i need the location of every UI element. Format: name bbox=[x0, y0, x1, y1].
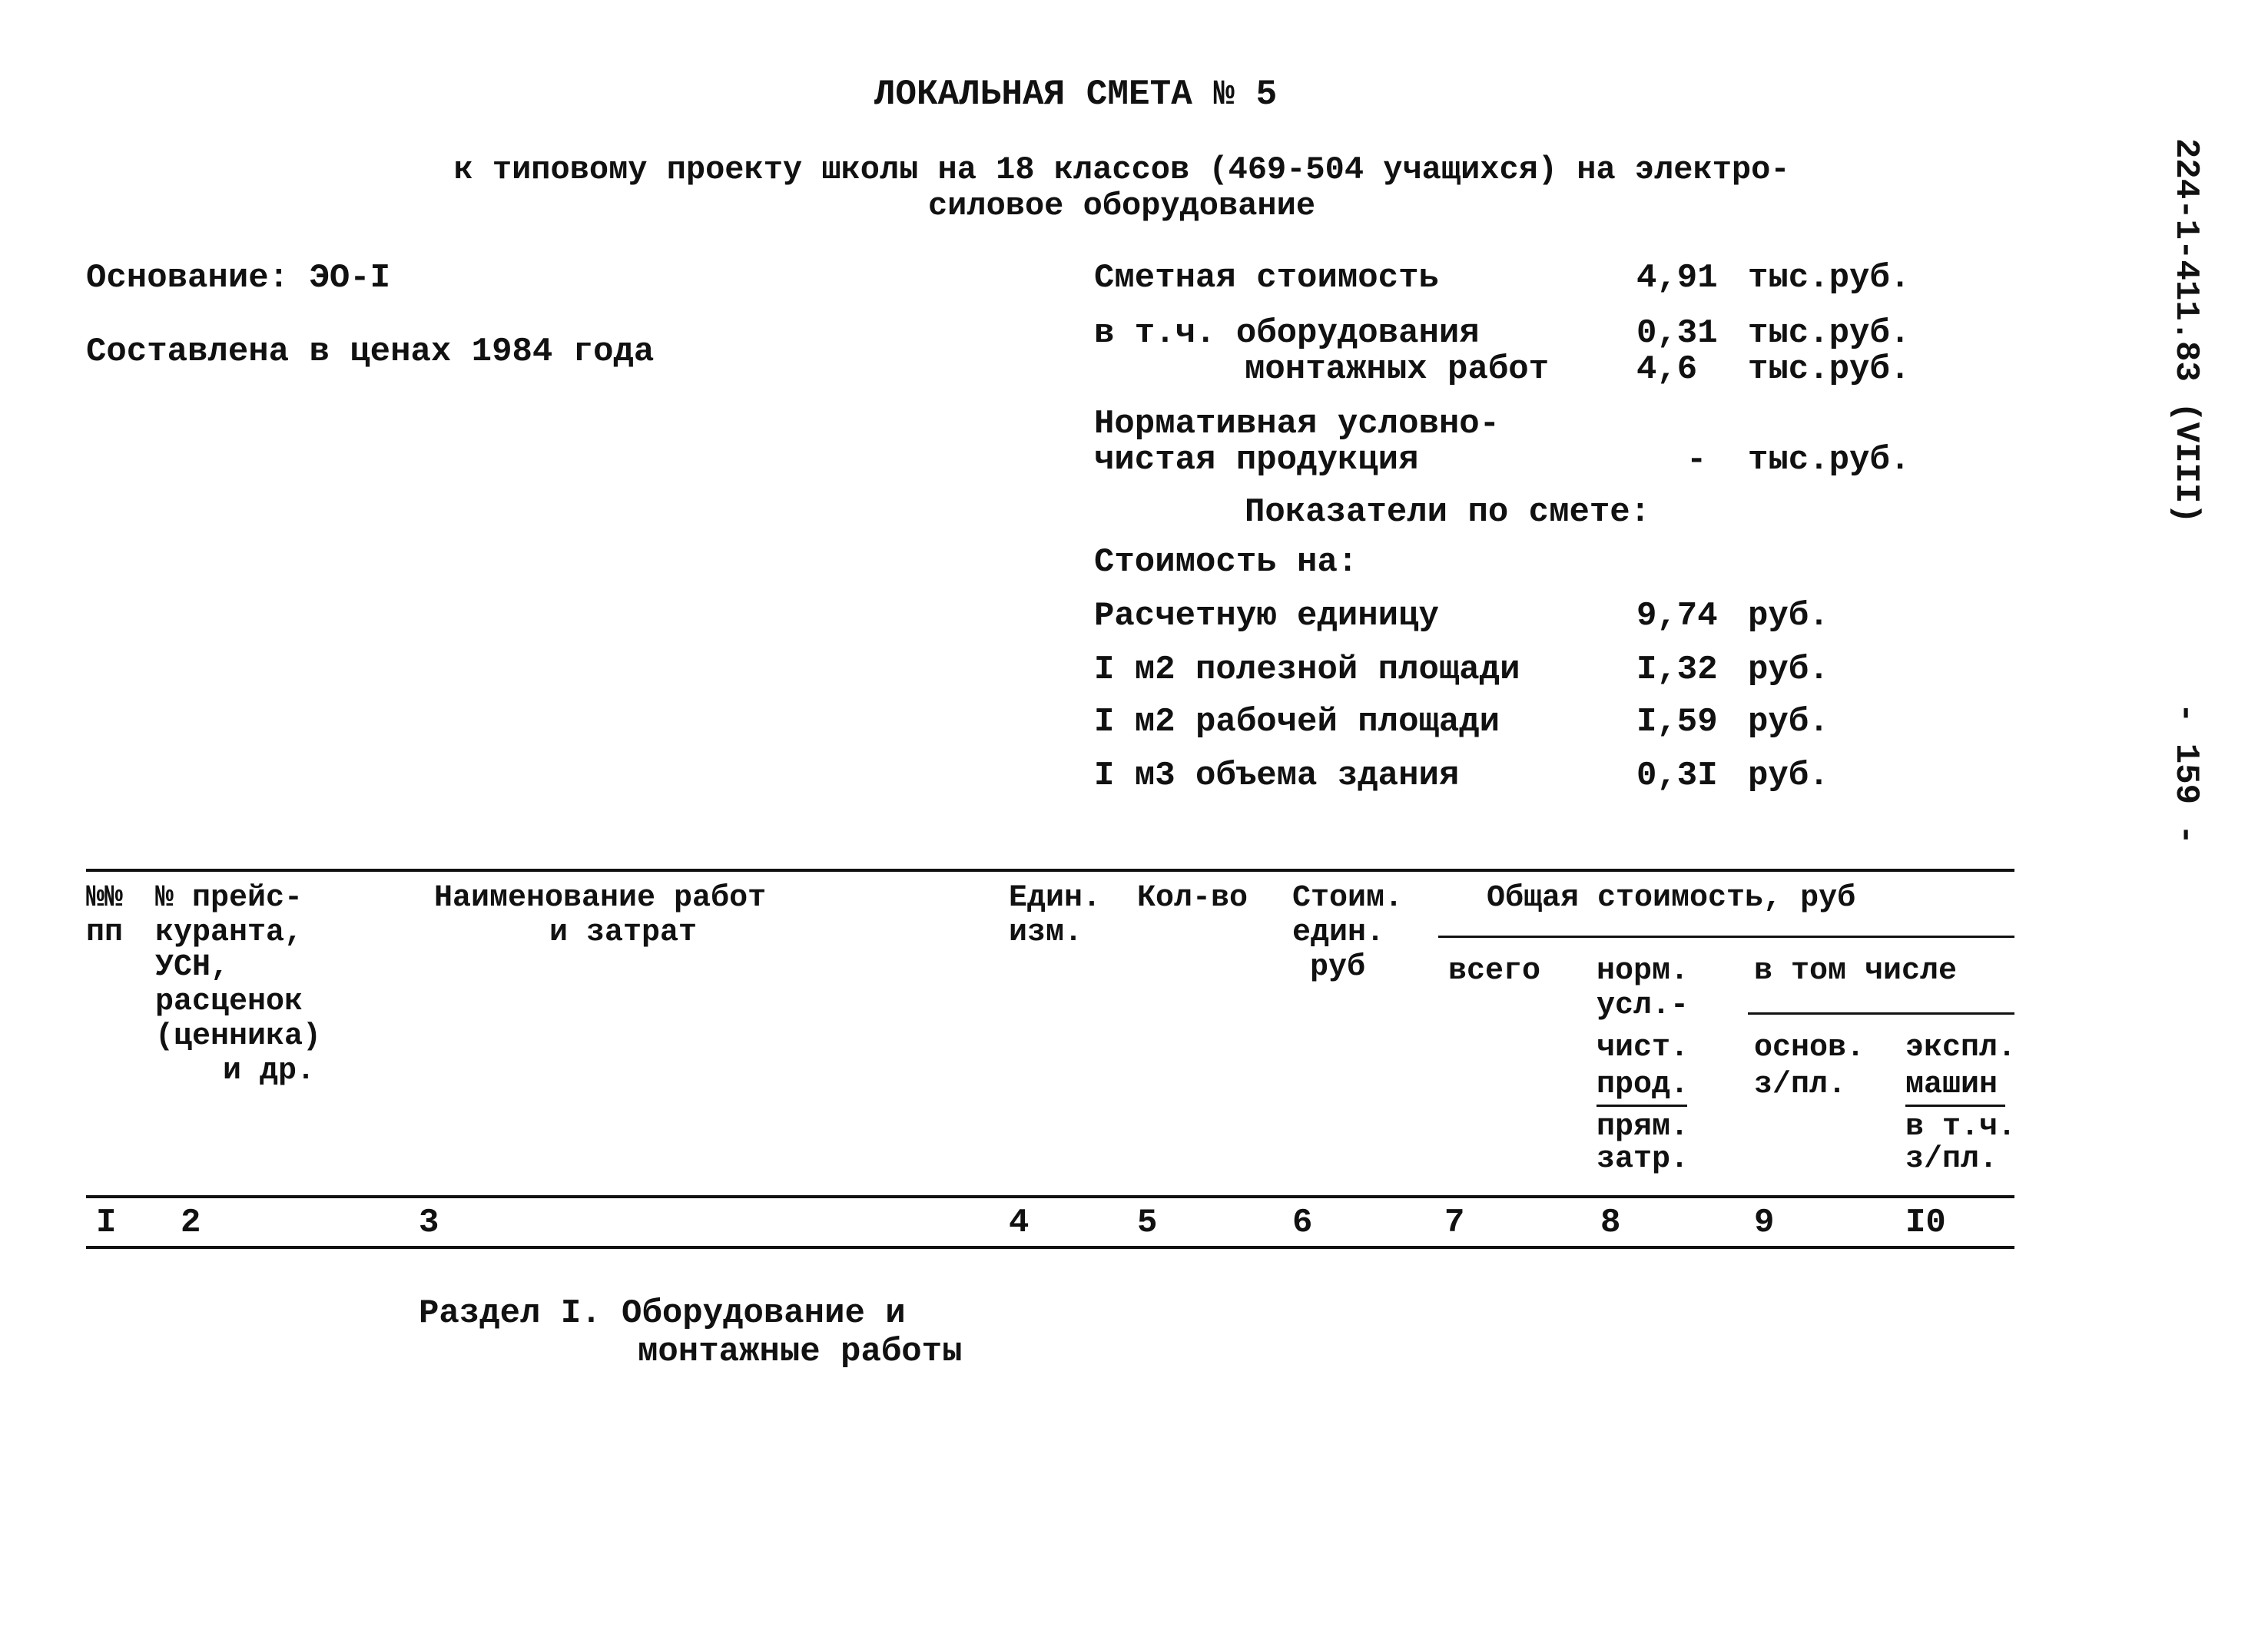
indicator-unit: руб. bbox=[1748, 757, 1829, 795]
indicator-value: 0,3I bbox=[1636, 757, 1718, 795]
col-price-ref-line: и др. bbox=[223, 1054, 316, 1088]
col-normative-line: прод. bbox=[1597, 1068, 1689, 1102]
total-cost-rule bbox=[1438, 936, 2014, 938]
col-normative-line: чист. bbox=[1597, 1031, 1689, 1065]
col-unit-line-1: Един. bbox=[1009, 881, 1102, 916]
total-cost-heading: Общая стоимость, руб bbox=[1487, 881, 1856, 916]
installation-cost-label: монтажных работ bbox=[1245, 350, 1550, 389]
col-machines-line-1: экспл. bbox=[1905, 1031, 2017, 1065]
indicator-unit: руб. bbox=[1748, 597, 1829, 635]
col8-fraction-rule bbox=[1597, 1105, 1687, 1107]
basis-label: Основание: ЭО-I bbox=[86, 259, 391, 297]
column-number: 2 bbox=[181, 1204, 201, 1242]
estimate-cost-label: Сметная стоимость bbox=[1094, 259, 1439, 297]
number-row-rule bbox=[86, 1246, 2014, 1249]
col-direct-cost-line: прям. bbox=[1597, 1110, 1689, 1144]
page-number: - 159 - bbox=[2167, 703, 2205, 845]
col-machines-wage-line-1: в т.ч. bbox=[1905, 1110, 2017, 1144]
col-normative-line: усл.- bbox=[1597, 989, 1689, 1023]
col-quantity: Кол-во bbox=[1137, 881, 1248, 916]
col-machines-line-2: машин bbox=[1905, 1068, 1998, 1102]
equipment-cost-label: в т.ч. оборудования bbox=[1094, 314, 1480, 353]
including-rule bbox=[1748, 1012, 2014, 1015]
document-code: 224-1-411.83 (VIII) bbox=[2167, 138, 2205, 524]
col-name-line-2: и затрат bbox=[549, 916, 698, 950]
col-base-wage-line-2: з/пл. bbox=[1754, 1068, 1847, 1102]
col-base-wage-line-1: основ. bbox=[1754, 1031, 1865, 1065]
subtitle-line-1: к типовому проекту школы на 18 классов (469-504 учащихся) на электро- bbox=[453, 151, 1790, 188]
equipment-cost-value: 0,31 bbox=[1636, 314, 1718, 353]
col-name-line-1: Наименование работ bbox=[434, 881, 767, 916]
column-number: I bbox=[96, 1204, 117, 1242]
column-number: 8 bbox=[1600, 1204, 1621, 1242]
estimate-cost-unit: тыс.руб. bbox=[1748, 259, 1911, 297]
page-title: ЛОКАЛЬНАЯ СМЕТА № 5 bbox=[874, 75, 1278, 114]
indicator-label: I м2 рабочей площади bbox=[1094, 703, 1500, 741]
indicator-unit: руб. bbox=[1748, 651, 1829, 689]
col-price-ref-line: расценок bbox=[155, 985, 303, 1019]
indicator-value: I,32 bbox=[1636, 651, 1718, 689]
installation-cost-value: 4,6 bbox=[1636, 350, 1698, 389]
cost-of-label: Стоимость на: bbox=[1094, 543, 1358, 581]
col-unit-cost-line-2: един. bbox=[1292, 916, 1385, 950]
col-number-line-2: пп bbox=[86, 916, 124, 950]
normative-label-line-1: Нормативная условно- bbox=[1094, 405, 1500, 443]
header-bottom-rule bbox=[86, 1195, 2014, 1198]
normative-unit: тыс.руб. bbox=[1748, 441, 1911, 479]
col-unit-cost-line-3: руб bbox=[1310, 950, 1366, 985]
indicator-label: I м2 полезной площади bbox=[1094, 651, 1520, 689]
indicator-label: Расчетную единицу bbox=[1094, 597, 1439, 635]
col-direct-cost-line: затр. bbox=[1597, 1142, 1689, 1177]
including-heading: в том числе bbox=[1754, 954, 1958, 989]
col-unit-line-2: изм. bbox=[1009, 916, 1083, 950]
column-number: 6 bbox=[1292, 1204, 1313, 1242]
col-price-ref-line: № прейс- bbox=[155, 881, 303, 916]
col-unit-cost-line-1: Стоим. bbox=[1292, 881, 1404, 916]
indicator-value: 9,74 bbox=[1636, 597, 1718, 635]
col-price-ref-line: куранта, bbox=[155, 916, 303, 950]
section-title-line-1: Раздел I. Оборудование и bbox=[419, 1294, 906, 1333]
column-number: 5 bbox=[1137, 1204, 1158, 1242]
section-title-line-2: монтажные работы bbox=[638, 1333, 963, 1371]
normative-label-line-2: чистая продукция bbox=[1094, 441, 1419, 479]
subtitle-line-2: силовое оборудование bbox=[927, 187, 1316, 224]
estimate-cost-value: 4,91 bbox=[1636, 259, 1718, 297]
indicator-value: I,59 bbox=[1636, 703, 1718, 741]
column-number: 9 bbox=[1754, 1204, 1775, 1242]
column-number: 4 bbox=[1009, 1204, 1030, 1242]
indicator-unit: руб. bbox=[1748, 703, 1829, 741]
prices-label: Составлена в ценах 1984 года bbox=[86, 333, 655, 371]
col-price-ref-line: (ценника) bbox=[155, 1019, 322, 1054]
col-normative-line: норм. bbox=[1597, 954, 1689, 989]
col-machines-wage-line-2: з/пл. bbox=[1905, 1142, 1998, 1177]
indicators-heading: Показатели по смете: bbox=[1245, 493, 1651, 532]
indicator-label: I м3 объема здания bbox=[1094, 757, 1460, 795]
table-top-rule bbox=[86, 869, 2014, 872]
col-total: всего bbox=[1448, 954, 1541, 989]
column-number: 7 bbox=[1444, 1204, 1465, 1242]
installation-cost-unit: тыс.руб. bbox=[1748, 350, 1911, 389]
col10-fraction-rule bbox=[1905, 1105, 2005, 1107]
col-price-ref-line: УСН, bbox=[155, 950, 230, 985]
equipment-cost-unit: тыс.руб. bbox=[1748, 314, 1911, 353]
normative-value: - bbox=[1686, 441, 1707, 479]
col-number-line-1: №№ bbox=[86, 881, 124, 916]
column-number: 3 bbox=[419, 1204, 439, 1242]
column-number: I0 bbox=[1905, 1204, 1946, 1242]
